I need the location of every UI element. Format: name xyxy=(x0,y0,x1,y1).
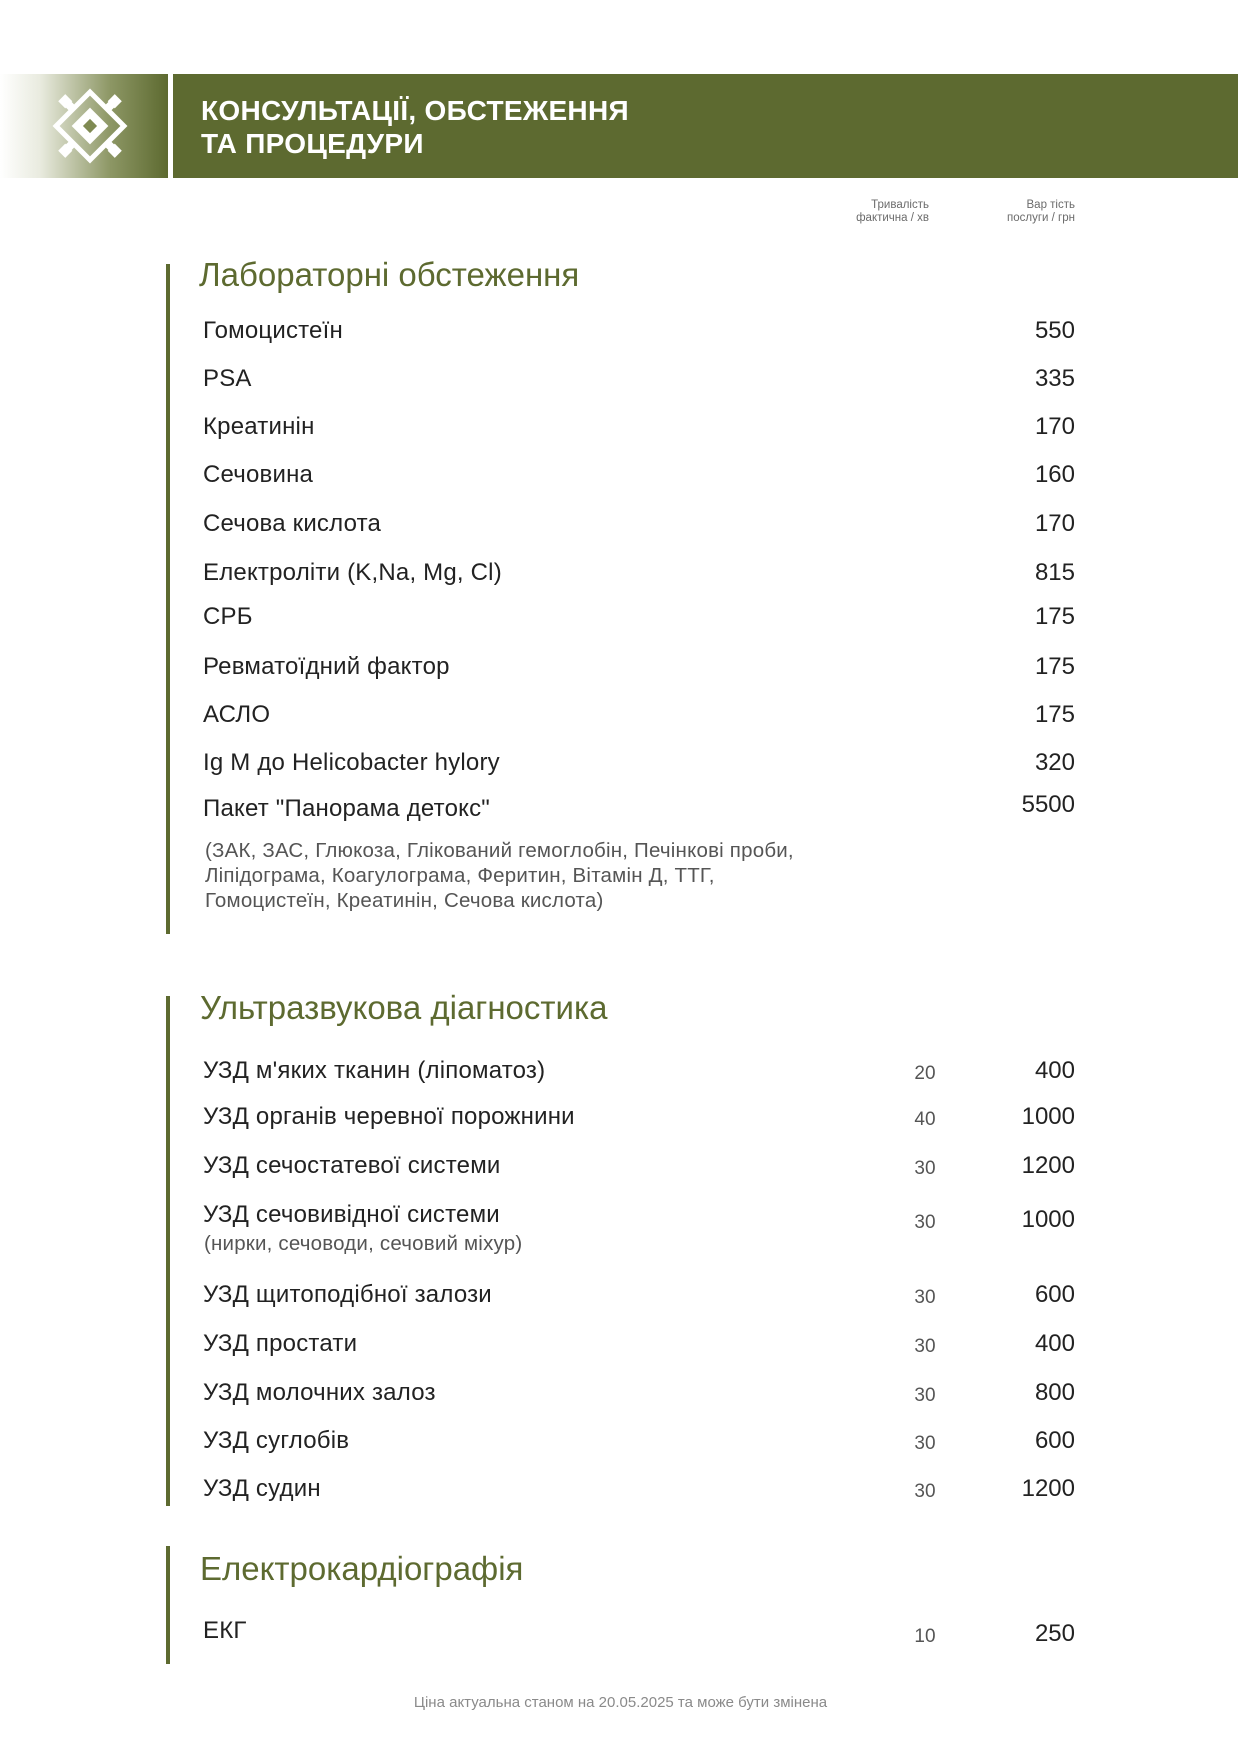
item-price: 400 xyxy=(1034,1057,1075,1084)
list-item xyxy=(203,1472,1075,1506)
section-accent-bar xyxy=(166,264,170,934)
list-item xyxy=(203,1100,1075,1134)
item-name: Пакет "Панорама детокс" xyxy=(203,795,491,822)
item-price: 1200 xyxy=(1021,1152,1075,1179)
item-name: УЗД судин xyxy=(203,1475,321,1502)
price-column-header xyxy=(1007,199,1075,225)
item-duration: 30 xyxy=(914,1158,936,1179)
item-name: Ig M до Helicobacter hylory xyxy=(203,749,500,776)
item-name: PSA xyxy=(203,365,252,392)
item-price: 160 xyxy=(1034,461,1075,488)
item-name: УЗД сечовивідної системи xyxy=(203,1201,500,1228)
duration-header-line-2: фактична / хв xyxy=(856,212,929,224)
list-item xyxy=(203,458,1075,492)
item-duration: 30 xyxy=(914,1481,936,1502)
item-price: 1200 xyxy=(1021,1475,1075,1502)
item-price: 815 xyxy=(1034,559,1075,586)
list-item xyxy=(203,1424,1075,1458)
list-item xyxy=(203,650,1075,684)
duration-header-line-1: Тривалість xyxy=(871,199,929,211)
item-name: Ревматоїдний фактор xyxy=(203,653,450,680)
item-price: 175 xyxy=(1034,653,1075,680)
folk-ornament-logo-icon xyxy=(44,80,136,172)
list-item xyxy=(203,507,1075,541)
price-header-line-2: послуги / грн xyxy=(1007,212,1075,224)
list-item xyxy=(203,362,1075,396)
item-name: УЗД щитоподібної залози xyxy=(203,1281,492,1308)
page-title-line-1: КОНСУЛЬТАЦІЇ, ОБСТЕЖЕННЯ xyxy=(201,95,629,126)
item-price: 175 xyxy=(1034,603,1075,630)
page-title-line-2: ТА ПРОЦЕДУРИ xyxy=(201,128,424,159)
item-name: Електроліти (K,Na, Mg, Cl) xyxy=(203,559,502,586)
item-duration: 30 xyxy=(914,1433,936,1454)
item-name: ЕКГ xyxy=(203,1617,247,1644)
item-name: Гомоцистеїн xyxy=(203,317,343,344)
section-title-ecg: Електрокардіографія xyxy=(200,1550,524,1587)
item-price: 600 xyxy=(1034,1427,1075,1454)
item-price: 1000 xyxy=(1021,1206,1075,1233)
item-price: 600 xyxy=(1034,1281,1075,1308)
item-duration: 20 xyxy=(914,1063,936,1084)
item-duration: 10 xyxy=(914,1626,936,1647)
item-duration: 30 xyxy=(914,1287,936,1308)
price-disclaimer: Ціна актуальна станом на 20.05.2025 та може бути змінена xyxy=(413,1694,828,1711)
item-duration: 30 xyxy=(914,1385,936,1406)
price-header-line-1: Вар тість xyxy=(1026,199,1075,211)
item-duration: 30 xyxy=(914,1336,936,1357)
list-item xyxy=(203,1054,1075,1088)
item-price: 320 xyxy=(1034,749,1075,776)
list-item xyxy=(203,1327,1075,1361)
package-details-line: Ліпідограма, Коагулограма, Феритин, Вітамін Д, ТТГ, xyxy=(205,864,715,887)
item-price: 550 xyxy=(1034,317,1075,344)
section-accent-bar xyxy=(166,996,170,1506)
item-price: 400 xyxy=(1034,1330,1075,1357)
list-item xyxy=(203,1278,1075,1312)
item-name: Сечова кислота xyxy=(203,510,382,537)
list-item xyxy=(203,1614,1075,1648)
item-name: Креатинін xyxy=(203,413,315,440)
package-details-line: Гомоцистеїн, Креатинін, Сечова кислота) xyxy=(205,889,604,912)
item-price: 250 xyxy=(1034,1620,1075,1647)
item-duration: 30 xyxy=(914,1212,936,1233)
package-details xyxy=(205,838,794,913)
item-name: УЗД простати xyxy=(203,1330,358,1357)
list-item xyxy=(203,792,1075,826)
list-item xyxy=(203,600,1075,634)
item-name: АСЛО xyxy=(203,701,271,728)
item-name: УЗД суглобів xyxy=(203,1427,350,1454)
section-title-laboratory: Лабораторні обстеження xyxy=(199,256,580,293)
item-price: 800 xyxy=(1034,1379,1075,1406)
item-price: 5500 xyxy=(1021,791,1075,818)
list-item xyxy=(203,1149,1075,1183)
list-item xyxy=(203,410,1075,444)
list-item xyxy=(203,1376,1075,1410)
list-item xyxy=(203,1198,1075,1232)
list-item xyxy=(203,314,1075,348)
list-item xyxy=(203,698,1075,732)
item-details: (нирки, сечоводи, сечовий міхур) xyxy=(204,1232,523,1255)
item-duration: 40 xyxy=(914,1109,936,1130)
item-name: УЗД м'яких тканин (ліпоматоз) xyxy=(203,1057,546,1084)
section-title-ultrasound: Ультразвукова діагностика xyxy=(200,989,608,1026)
item-price: 175 xyxy=(1034,701,1075,728)
list-item xyxy=(203,556,1075,590)
item-price: 170 xyxy=(1034,413,1075,440)
item-price: 335 xyxy=(1034,365,1075,392)
section-accent-bar xyxy=(166,1546,170,1664)
item-price: 170 xyxy=(1034,510,1075,537)
item-price: 1000 xyxy=(1021,1103,1075,1130)
item-name: УЗД сечостатевої системи xyxy=(203,1152,501,1179)
page-title xyxy=(201,94,629,160)
item-name: УЗД органів черевної порожнини xyxy=(203,1103,575,1130)
item-name: Сечовина xyxy=(203,461,314,488)
item-name: СРБ xyxy=(203,603,253,630)
item-name: УЗД молочних залоз xyxy=(203,1379,436,1406)
package-details-line: (ЗАК, ЗАС, Глюкоза, Глікований гемоглобін, Печінкові проби, xyxy=(205,839,794,862)
header-divider xyxy=(168,74,173,178)
duration-column-header xyxy=(856,199,929,225)
list-item xyxy=(203,746,1075,780)
